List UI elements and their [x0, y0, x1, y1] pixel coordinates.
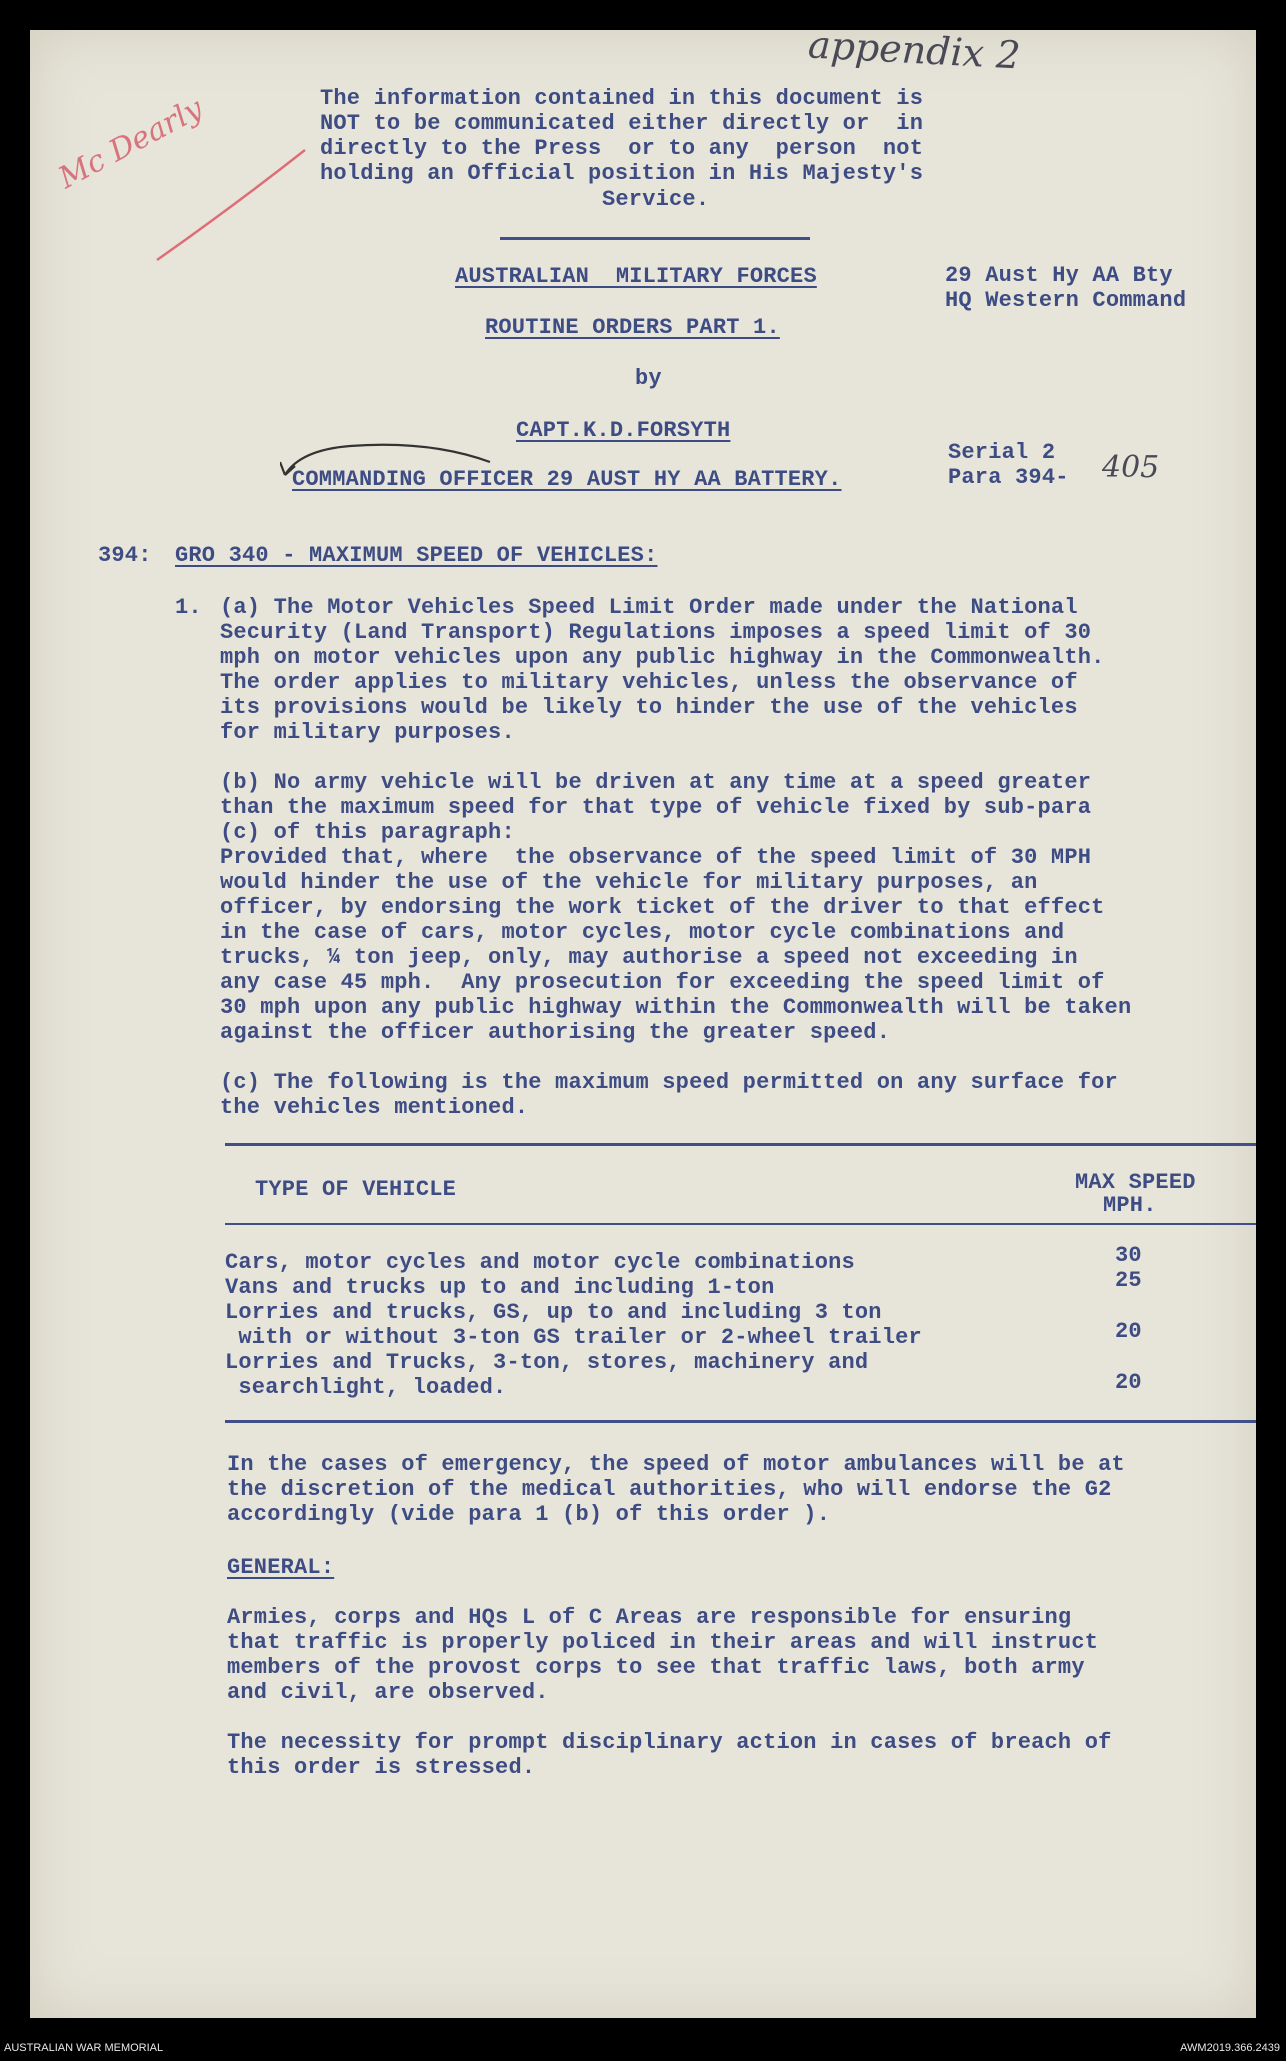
- table-row-3-speed: 20: [1115, 1319, 1142, 1344]
- general-para1-line-3: members of the provost corps to see that traffic laws, both army: [227, 1655, 1085, 1680]
- by-label: by: [635, 366, 662, 391]
- author-role: COMMANDING OFFICER 29 AUST HY AA BATTERY.: [292, 467, 842, 492]
- para-b-line-3: (c) of this paragraph:: [220, 820, 515, 845]
- para-b-line-4: Provided that, where the observance of the speed limit of 30 MPH: [220, 845, 1092, 870]
- para-c-line-2: the vehicles mentioned.: [220, 1095, 529, 1120]
- general-para1-line-2: that traffic is properly policed in their areas and will instruct: [227, 1630, 1099, 1655]
- table-row-1-speed: 30: [1115, 1243, 1142, 1268]
- general-heading: GENERAL:: [227, 1555, 335, 1580]
- general-para1-line-1: Armies, corps and HQs L of C Areas are responsible for ensuring: [227, 1605, 1072, 1630]
- section-heading: GRO 340 - MAXIMUM SPEED OF VEHICLES:: [175, 543, 658, 568]
- handwritten-para-end: 405: [1102, 450, 1160, 485]
- footer-institution: AUSTRALIAN WAR MEMORIAL: [4, 2042, 164, 2054]
- para-a-line-4: The order applies to military vehicles, unless the observance of: [220, 670, 1078, 695]
- section-number: 394:: [98, 543, 152, 568]
- table-row-1-type: Cars, motor cycles and motor cycle combinations: [225, 1250, 855, 1275]
- handwritten-tick-mark: [280, 440, 500, 490]
- notice-line-1: The information contained in this document is: [320, 86, 924, 111]
- para-b-line-9: any case 45 mph. Any prosecution for exceeding the speed limit of: [220, 970, 1105, 995]
- para-b-line-10: 30 mph upon any public highway within the Commonwealth will be taken: [220, 995, 1132, 1020]
- table-row-3-type-1: Lorries and trucks, GS, up to and including 3 ton: [225, 1300, 882, 1325]
- table-header-speed-1: MAX SPEED: [1075, 1170, 1196, 1195]
- item-number: 1.: [175, 595, 202, 620]
- table-header-type: TYPE OF VEHICLE: [255, 1177, 457, 1202]
- notice-line-3: directly to the Press or to any person not: [320, 136, 924, 161]
- para-a-line-3: mph on motor vehicles upon any public highway in the Commonwealth.: [220, 645, 1105, 670]
- handwritten-appendix-note: appendix 2: [806, 22, 1022, 78]
- general-para2-line-2: this order is stressed.: [227, 1755, 536, 1780]
- serial-number: Serial 2: [948, 440, 1056, 465]
- table-row-4-type-1: Lorries and Trucks, 3-ton, stores, machinery and: [225, 1350, 869, 1375]
- doc-title: AUSTRALIAN MILITARY FORCES: [455, 264, 817, 289]
- emergency-line-3: accordingly (vide para 1 (b) of this order ).: [227, 1502, 831, 1527]
- para-b-line-1: (b) No army vehicle will be driven at any time at a speed greater: [220, 770, 1092, 795]
- red-handwritten-scrawl: Mc Dearly: [53, 91, 209, 196]
- table-rule-bottom: [225, 1420, 1256, 1423]
- table-row-3-type-2: with or without 3-ton GS trailer or 2-wheel trailer: [225, 1325, 922, 1350]
- para-a-line-6: for military purposes.: [220, 720, 515, 745]
- para-b-line-5: would hinder the use of the vehicle for military purposes, an: [220, 870, 1038, 895]
- header-rule: [500, 237, 810, 240]
- para-b-line-7: in the case of cars, motor cycles, motor cycle combinations and: [220, 920, 1065, 945]
- unit-line-1: 29 Aust Hy AA Bty: [945, 263, 1173, 288]
- para-c-line-1: (c) The following is the maximum speed permitted on any surface for: [220, 1070, 1118, 1095]
- para-b-line-2: than the maximum speed for that type of vehicle fixed by sub-para: [220, 795, 1092, 820]
- para-b-line-6: officer, by endorsing the work ticket of the driver to that effect: [220, 895, 1105, 920]
- para-a-line-2: Security (Land Transport) Regulations imposes a speed limit of 30: [220, 620, 1092, 645]
- emergency-line-2: the discretion of the medical authorities, who will endorse the G2: [227, 1477, 1112, 1502]
- emergency-line-1: In the cases of emergency, the speed of motor ambulances will be at: [227, 1452, 1125, 1477]
- notice-line-5: Service.: [602, 187, 710, 212]
- para-range: Para 394-: [948, 465, 1069, 490]
- doc-subtitle: ROUTINE ORDERS PART 1.: [485, 315, 780, 340]
- notice-line-2: NOT to be communicated either directly or in: [320, 111, 924, 136]
- para-a-line-1: (a) The Motor Vehicles Speed Limit Order made under the National: [220, 595, 1078, 620]
- para-a-line-5: its provisions would be likely to hinder the use of the vehicles: [220, 695, 1078, 720]
- notice-line-4: holding an Official position in His Majesty's: [320, 161, 924, 186]
- table-rule-top: [225, 1143, 1256, 1146]
- para-b-line-8: trucks, ¼ ton jeep, only, may authorise a speed not exceeding in: [220, 945, 1078, 970]
- para-b-line-11: against the officer authorising the greater speed.: [220, 1020, 891, 1045]
- table-row-2-speed: 25: [1115, 1268, 1142, 1293]
- document-page: [30, 22, 1256, 2018]
- table-header-speed-2: MPH.: [1103, 1193, 1157, 1218]
- footer-accession-number: AWM2019.366.2439: [1180, 2042, 1280, 2054]
- table-row-2-type: Vans and trucks up to and including 1-ton: [225, 1275, 775, 1300]
- general-para2-line-1: The necessity for prompt disciplinary action in cases of breach of: [227, 1730, 1112, 1755]
- table-row-4-speed: 20: [1115, 1370, 1142, 1395]
- general-para1-line-4: and civil, are observed.: [227, 1680, 549, 1705]
- author-name: CAPT.K.D.FORSYTH: [516, 418, 731, 443]
- unit-line-2: HQ Western Command: [945, 288, 1187, 313]
- red-pencil-stroke: [85, 135, 315, 275]
- table-row-4-type-2: searchlight, loaded.: [225, 1375, 507, 1400]
- table-rule-header: [225, 1223, 1256, 1225]
